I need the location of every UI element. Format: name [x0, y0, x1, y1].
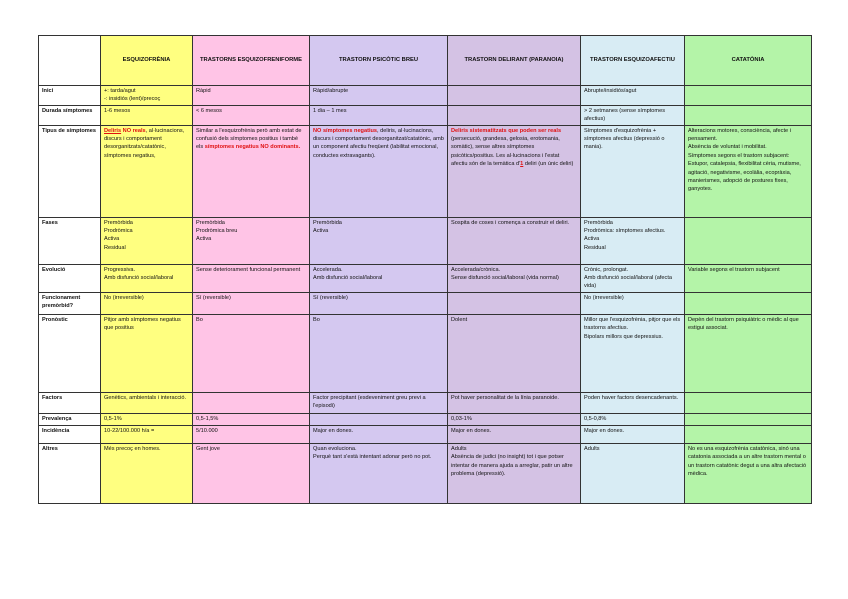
table-cell	[310, 392, 448, 413]
cell-text: Premòrbida	[196, 219, 225, 226]
col-header-esquizofrenia: ESQUIZOFRÈNIA	[101, 36, 193, 86]
cell-text: +: tarda/agut	[104, 88, 136, 94]
table-cell	[310, 264, 448, 292]
table-cell	[685, 314, 812, 392]
table-cell	[193, 425, 310, 443]
cell-text: -: insidiós (lent)/precoç	[104, 96, 161, 103]
table-cell	[310, 425, 448, 443]
cell-text: Bo	[313, 316, 320, 323]
table-row	[39, 264, 812, 292]
cell-text: Abrupte/insidiós/agut	[584, 88, 637, 94]
cell-text: Sospita de coses i comença a construir el deliri.	[451, 219, 570, 226]
row-label: Tipus de símptomes	[39, 125, 101, 217]
cell-text: , deliris, al·lucinacions, discurs i comportament desorganitzat/catatònic, amb un component afectiu freqüent (labilitat emocional, conductes extravagants).	[313, 127, 444, 159]
cell-text: Amb disfunció social/laboral	[104, 274, 174, 281]
cell-text: No es una esquizofrènia catatònica, sinó una catatonia associada a un altre trastorn mental o un trastorn catatònic degut a una altra afectació mèdica.	[688, 445, 807, 477]
cell-text: Sense deteriorament funcional permanent	[196, 266, 301, 273]
col-header-trastorn-delirant: TRASTORN DELIRANT (PARANOIA)	[448, 36, 581, 86]
table-cell	[685, 86, 812, 106]
cell-text: Gent jove	[196, 445, 220, 452]
table-cell	[581, 443, 685, 503]
cell-text: 5/10.000	[196, 427, 218, 434]
cell-text: Bo	[196, 316, 203, 323]
table-row	[39, 314, 812, 392]
row-label: Funcionament premòrbid?	[39, 292, 101, 314]
table-cell	[310, 413, 448, 425]
cell-text: Prodròmica	[104, 227, 133, 234]
cell-text: 0,03-1%	[451, 415, 472, 422]
cell-text: Amb disfunció social/laboral	[313, 274, 383, 281]
cell-text: Accelerada/crònica.	[451, 266, 501, 273]
table-cell	[310, 125, 448, 217]
cell-text: Perquè tant s'està intentant adonar però no pot.	[313, 454, 432, 461]
table-cell	[101, 413, 193, 425]
cell-text: Residual	[104, 244, 126, 251]
cell-text: Deliris	[104, 127, 122, 134]
table-cell	[193, 86, 310, 106]
cell-text: Deliris sistematitzats que poden ser reals	[451, 127, 562, 134]
row-label: Fases	[39, 217, 101, 264]
cell-text: Símptomes d'esquizofrènia + símptomes afectius (depressió o mania).	[584, 127, 665, 151]
table-cell	[448, 314, 581, 392]
table-cell	[448, 425, 581, 443]
cell-text: Prodròmica: símptomes afectius.	[584, 227, 666, 234]
table-row	[39, 443, 812, 503]
cell-text: Activa	[104, 236, 120, 243]
cell-text: Major en dones.	[451, 427, 492, 434]
cell-text: Símptomes segons el trastorn subjacent:	[688, 152, 790, 159]
table-cell	[448, 413, 581, 425]
cell-text: Similar a l'esquizofrènia però amb estat de confusió dels símptomes positius i també els	[196, 127, 302, 151]
row-label: Evolució	[39, 264, 101, 292]
cell-text: Pot haver personalitat de la línia paranoide.	[451, 394, 559, 401]
cell-text: Alteracions motores, consciència, afecte i pensament.	[688, 127, 791, 142]
table-cell	[101, 443, 193, 503]
table-row	[39, 125, 812, 217]
row-label: Prevalença	[39, 413, 101, 425]
cell-text: Amb disfunció social/laboral (afecta vida)	[584, 274, 672, 290]
cell-text: Premòrbida	[104, 219, 133, 226]
col-header-catatonia: CATATÒNIA	[685, 36, 812, 86]
table-cell	[448, 264, 581, 292]
table-cell	[193, 413, 310, 425]
table-cell	[101, 292, 193, 314]
table-cell	[448, 86, 581, 106]
cell-text: (persecució, grandesa, gelosia, erotomania, somàtic), sense altres símptomes psicòtics/positius.	[451, 135, 560, 159]
cell-text: Sí (reversible)	[313, 294, 348, 301]
table-row	[39, 217, 812, 264]
row-label: Pronòstic	[39, 314, 101, 392]
table-cell	[581, 392, 685, 413]
table-cell	[581, 292, 685, 314]
table-cell	[310, 292, 448, 314]
table-cell	[581, 86, 685, 106]
cell-text: Crònic, prolongat.	[584, 266, 629, 273]
cell-text: No (irreversible)	[584, 294, 624, 301]
table-cell	[581, 413, 685, 425]
cell-text: Dolent	[451, 316, 468, 323]
cell-text: Quan evoluciona.	[313, 445, 357, 452]
cell-text: NO símptomes negatius	[313, 127, 378, 134]
table-cell	[685, 105, 812, 125]
cell-text: Variable segons el trastorn subjacent	[688, 266, 780, 273]
table-cell	[310, 314, 448, 392]
table-cell	[448, 105, 581, 125]
table-cell	[685, 425, 812, 443]
table-cell	[685, 443, 812, 503]
table-cell	[310, 86, 448, 106]
table-cell	[101, 86, 193, 106]
cell-text: Absència de voluntat i mobilitat.	[688, 144, 767, 151]
cell-text: Premòrbida	[584, 219, 613, 226]
cell-text: Activa	[313, 227, 329, 234]
table-cell	[101, 392, 193, 413]
table-row	[39, 86, 812, 106]
corner-cell	[39, 36, 101, 86]
table-cell	[448, 392, 581, 413]
cell-text: Bipolars millors que depressius.	[584, 333, 663, 340]
cell-text: Residual	[584, 244, 606, 251]
cell-text: Sí (reversible)	[196, 294, 231, 301]
table-cell	[581, 314, 685, 392]
col-header-esquizofreniforme: TRASTORNS ESQUIZOFRENIFORME	[193, 36, 310, 86]
cell-text: 10-22/100.000 h/a =	[104, 427, 155, 434]
table-cell	[193, 392, 310, 413]
cell-text: Premòrbida	[313, 219, 342, 226]
row-label: Factors	[39, 392, 101, 413]
table-cell	[101, 125, 193, 217]
cell-text: Poden haver factors desencadenants.	[584, 394, 679, 401]
cell-text: 0,5-1%	[104, 415, 122, 422]
table-cell	[193, 443, 310, 503]
table-row	[39, 292, 812, 314]
cell-text: , al·lucinacions, discurs i comportament desorganitzats/catatònic, símptomes negatius,	[104, 127, 185, 159]
cell-text: 1-6 mesos	[104, 107, 131, 114]
cell-text: > 2 setmanes (sense símptomes afectius)	[584, 107, 665, 123]
row-label: Durada símptomes	[39, 105, 101, 125]
table-cell	[448, 443, 581, 503]
header-row	[39, 36, 812, 86]
table-cell	[448, 292, 581, 314]
table-cell	[310, 217, 448, 264]
table-cell	[581, 125, 685, 217]
table-row	[39, 413, 812, 425]
cell-text: Major en dones.	[584, 427, 625, 434]
cell-text: deliri (un únic deliri)	[523, 161, 574, 168]
table-cell	[581, 217, 685, 264]
cell-text: Activa	[196, 236, 212, 243]
table-cell	[310, 443, 448, 503]
table-row	[39, 425, 812, 443]
cell-text: Genètics, ambientals i interacció.	[104, 394, 187, 401]
table-cell	[685, 264, 812, 292]
cell-text: Ràpid/abrupte	[313, 88, 349, 94]
table-cell	[685, 217, 812, 264]
cell-text: Factor precipitant (esdeveniment greu previ a l'episodi)	[313, 394, 426, 410]
cell-text: 0,5-0,8%	[584, 415, 607, 422]
cell-text: 1 dia – 1 mes	[313, 107, 347, 114]
cell-text: Activa	[584, 236, 600, 243]
table-cell	[193, 105, 310, 125]
cell-text: Progressiva.	[104, 266, 136, 273]
cell-text: Estupor, catalepsia, flexibilitat cèria, mutisme, agitació, negativisme, ecolàlia, ecopràxia, manierismes, adopció de postures fixes, ganyotes.	[688, 161, 801, 193]
cell-text: Absència de judici (no insight) tot i que potser intentar de manera ajuda a arreglar, patir un altre problema (depressió).	[451, 454, 573, 477]
cell-text: Major en dones.	[313, 427, 354, 434]
table-cell	[101, 217, 193, 264]
col-header-esquizoafectiu: TRASTORN ESQUIZOAFECTIU	[581, 36, 685, 86]
cell-text: No (irreversible)	[104, 294, 144, 301]
cell-text: NO reals	[121, 127, 146, 134]
comparison-table	[38, 35, 812, 504]
table-cell	[581, 105, 685, 125]
table-cell	[101, 105, 193, 125]
cell-text: 1	[520, 161, 524, 168]
table-cell	[581, 264, 685, 292]
table-cell	[685, 392, 812, 413]
col-header-psicotic-breu: TRASTORN PSICÒTIC BREU	[310, 36, 448, 86]
table-cell	[193, 264, 310, 292]
table-cell	[685, 125, 812, 217]
table-cell	[193, 314, 310, 392]
cell-text: Més precoç en homes.	[104, 445, 161, 452]
table-cell	[101, 264, 193, 292]
cell-text: Adults	[584, 445, 600, 452]
table-cell	[448, 125, 581, 217]
table-cell	[448, 217, 581, 264]
table-row	[39, 392, 812, 413]
table-cell	[193, 292, 310, 314]
row-label: Inici	[39, 86, 101, 106]
table-cell	[685, 292, 812, 314]
cell-text: Sense disfunció social/laboral (vida normal)	[451, 274, 559, 281]
cell-text: Les al·lucinacions i l'estat afectiu són de la temàtica d'	[451, 152, 560, 168]
cell-text: < 6 mesos	[196, 107, 222, 114]
row-label: Incidència	[39, 425, 101, 443]
table-cell	[581, 425, 685, 443]
table-cell	[101, 425, 193, 443]
table-cell	[685, 413, 812, 425]
row-label: Altres	[39, 443, 101, 503]
table-row	[39, 105, 812, 125]
table-cell	[193, 125, 310, 217]
cell-text: Pitjor amb símptomes negatius que positius	[104, 316, 181, 332]
table-cell	[193, 217, 310, 264]
cell-text: Adults	[451, 445, 467, 452]
cell-text: Prodròmica breu	[196, 227, 238, 234]
cell-text: símptomes negatius NO dominants.	[204, 144, 301, 151]
cell-text: 0,5-1,5%	[196, 415, 219, 422]
cell-text: Accelerada.	[313, 266, 343, 273]
cell-text: Depèn del trastorn psiquiàtric o mèdic al que estigui associat.	[688, 316, 799, 332]
table-cell	[101, 314, 193, 392]
cell-text: Ràpid	[196, 88, 211, 94]
table-cell	[310, 105, 448, 125]
cell-text: Millor que l'esquizofrènia, pitjor que els trastorns afectius.	[584, 316, 681, 332]
